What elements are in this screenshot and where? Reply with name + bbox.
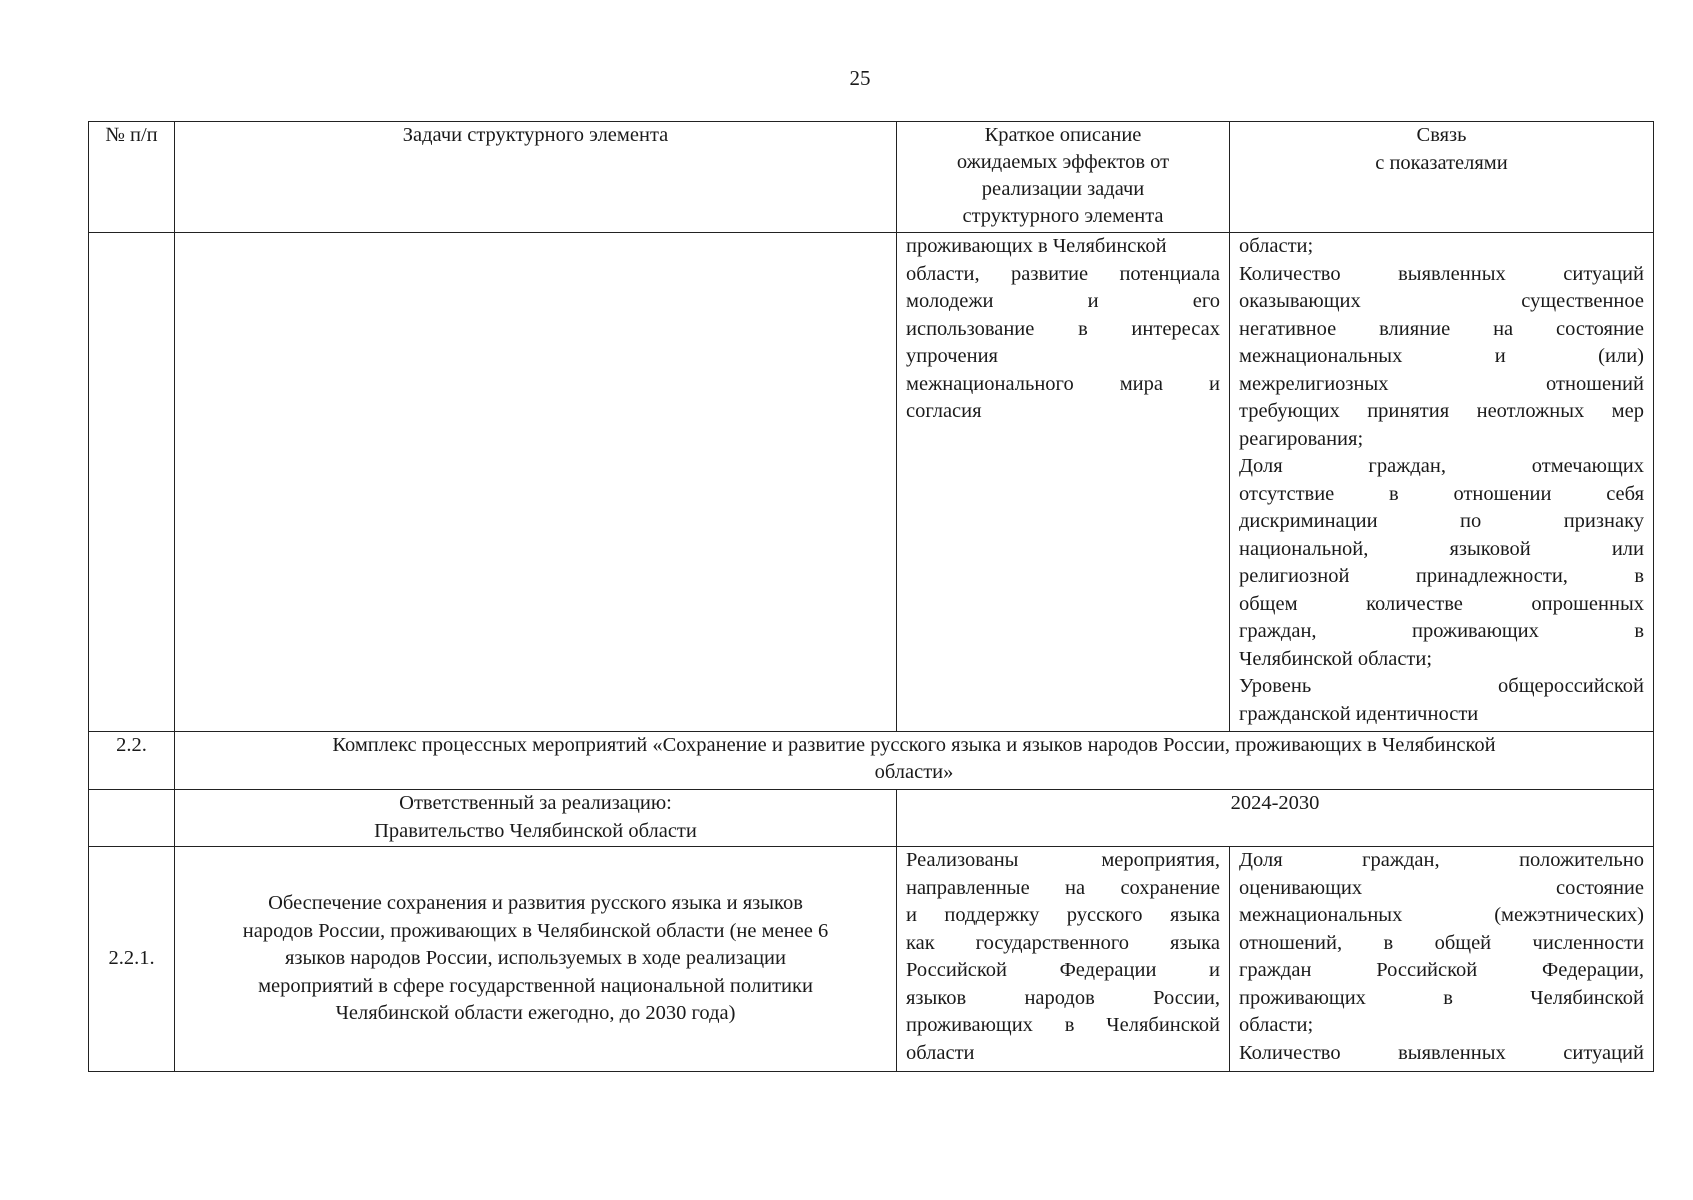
task-line: народов России, проживающих в Челябинской области (не менее 6 [242,919,829,942]
cell-text-line: отсутствие в отношении себя [1239,482,1644,505]
cell-text-line: Доля граждан, положительно [1239,849,1644,871]
period-cell: 2024-2030 [897,790,1654,847]
task-line: мероприятий в сфере государственной национальной политики [258,974,813,997]
cell-text-line: граждан Российской Федерации, [1239,959,1644,981]
header-indicators-line: Связь [1416,124,1467,146]
cell-text-line: межнациональных (межэтнических) [1239,904,1644,926]
cell-text-line: реагирования; [1239,427,1364,450]
responsible-line: Ответственный за реализацию: [399,792,672,814]
cell-text-line: межнационального мира и [906,372,1220,395]
section-title-line: области» [874,761,954,783]
cell-text-line: межнациональных и (или) [1239,345,1644,367]
table-row-section [89,732,1654,790]
cell-text-line: общем количестве опрошенных [1239,592,1644,615]
cell-text-line: Количество выявленных ситуаций [1239,262,1644,285]
task-effects-cell [897,847,1230,1072]
header-effects-line: реализации задачи [981,178,1145,200]
cell-text-line: гражданской идентичности [1239,702,1479,725]
cell-text-line: Российской Федерации и [906,959,1220,981]
cell-text-line: области; [1239,235,1314,257]
cell-text-line: Уровень общероссийской [1239,675,1644,697]
cell-text-line: согласия [906,400,982,422]
header-col-task: Задачи структурного элемента [175,122,897,233]
header-effects-line: структурного элемента [962,205,1164,227]
cell-text-line: дискриминации по признаку [1239,510,1644,532]
cell-text-line: проживающих в Челябинской [906,1014,1220,1036]
cell-text-line: отношений, в общей численности [1239,931,1644,954]
responsible-line: Правительство Челябинской области [374,819,697,842]
cell-text-line: оценивающих состояние [1239,876,1644,899]
section-title-cell [175,732,1654,790]
task-indicators-cell [1230,847,1654,1072]
cell-text-line: и поддержку русского языка [906,904,1220,926]
task-line: Обеспечение сохранения и развития русского языка и языков [268,892,803,915]
cell-text-line: национальной, языковой или [1239,537,1644,560]
cell-text-line: языков народов России, [906,986,1220,1009]
row-task-cell [175,233,897,732]
table-row-task [89,847,1654,1072]
section-num-cell: 2.2. [89,732,175,790]
cell-text-line: негативное влияние на состояние [1239,317,1644,340]
task-line: Челябинской области ежегодно, до 2030 года) [335,1002,736,1025]
cell-text-line: проживающих в Челябинской [906,235,1167,257]
cell-text-line: религиозной принадлежности, в [1239,565,1644,587]
cell-text-line: молодежи и его [906,290,1220,312]
cell-text-line: оказывающих существенное [1239,290,1644,312]
cell-text-line: Челябинской области; [1239,647,1433,670]
cell-text-line: Доля граждан, отмечающих [1239,455,1644,477]
cell-text-line: использование в интересах [906,317,1220,340]
cell-text-line: проживающих в Челябинской [1239,986,1644,1009]
cell-text-line: граждан, проживающих в [1239,620,1644,642]
header-indicators-line: с показателями [1375,151,1508,174]
table-header-row [89,122,1654,233]
header-effects-line: ожидаемых эффектов от [956,151,1170,173]
header-col-effects [897,122,1230,233]
cell-text-line: Реализованы мероприятия, [906,849,1220,871]
cell-text-line: Количество выявленных ситуаций [1239,1041,1644,1064]
header-col-indicators [1230,122,1654,233]
cell-text-line: области, развитие потенциала [906,262,1220,285]
table-row-responsible [89,790,1654,847]
header-effects-line: Краткое описание [984,124,1142,146]
row-indicators-cell [1230,233,1654,732]
row-num-cell [89,233,175,732]
responsible-num-cell [89,790,175,847]
cell-text-line: как государственного языка [906,931,1220,954]
indicators-table [88,121,1654,1072]
task-line: языков народов России, используемых в ходе реализации [284,947,787,970]
responsible-cell [175,790,897,847]
table-row-continued [89,233,1654,732]
row-effects-cell [897,233,1230,732]
section-title-line: Комплекс процессных мероприятий «Сохранение и развитие русского языка и языков народов России, проживающих в Челябинской [332,734,1496,756]
cell-text-line: области; [1239,1014,1314,1036]
cell-text-line: требующих принятия неотложных мер [1239,400,1644,422]
cell-text-line: области [906,1041,975,1064]
cell-text-line: упрочения [906,345,998,367]
task-num-cell: 2.2.1. [89,847,175,1072]
header-col-num: № п/п [89,122,175,233]
cell-text-line: межрелигиозных отношений [1239,372,1644,395]
cell-text-line: направленные на сохранение [906,876,1220,899]
task-description-cell [175,847,897,1072]
page-number: 25 [849,66,871,90]
